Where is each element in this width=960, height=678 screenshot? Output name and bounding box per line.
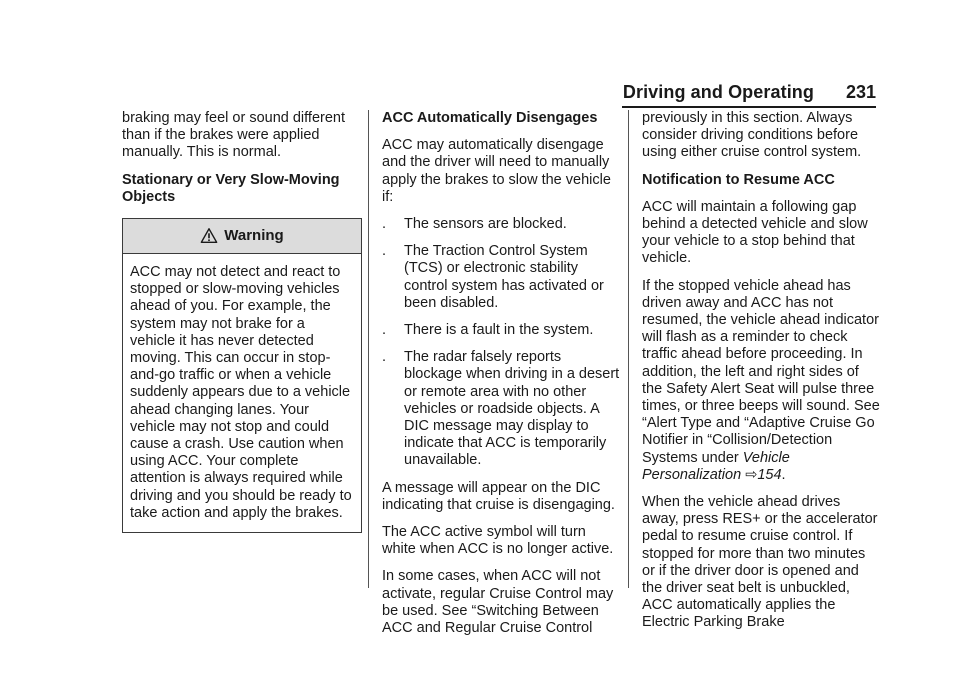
column-2	[382, 110, 622, 647]
column-3	[642, 110, 880, 642]
bullet-marker: .	[382, 216, 387, 233]
warning-triangle-icon	[200, 227, 218, 245]
paragraph-acc-symbol: The ACC active symbol will turn white when ACC is no longer active.	[382, 524, 614, 558]
paragraph-resume-instructions: When the vehicle ahead drives away, press RES+ or the accelerator pedal to resume cruise control. If stopped for more than two minutes or if the driver door is opened and the driver seat belt is unbuckled, ACC automatically applies the Electric Parking Brake	[642, 494, 878, 631]
list-item-text: There is a fault in the system.	[404, 322, 594, 339]
paragraph-continued: previously in this section. Always consider driving conditions before using either cruise control system.	[642, 110, 862, 161]
page-ref-arrow-icon: ⇨	[745, 466, 758, 483]
warning-box	[122, 218, 362, 533]
cross-reference-page[interactable]: 154	[757, 466, 782, 483]
bullet-marker: .	[382, 243, 387, 260]
list-item	[382, 322, 622, 339]
list-item	[382, 349, 622, 469]
warning-title: Warning	[224, 227, 284, 245]
warning-header	[123, 219, 361, 254]
bullet-marker: .	[382, 322, 387, 339]
disengage-conditions-list	[382, 216, 622, 470]
sentence-end: .	[781, 466, 786, 483]
header-rule	[622, 106, 876, 108]
subheading-stationary-objects: Stationary or Very Slow-Moving Objects	[122, 171, 340, 205]
page-number: 231	[845, 82, 876, 102]
subheading-acc-disengages: ACC Automatically Disengages	[382, 110, 598, 126]
paragraph-following-gap: ACC will maintain a following gap behind a detected vehicle and slow your vehicle to a stop behind that vehicle.	[642, 198, 868, 267]
continued-paragraph: braking may feel or sound different than if the brakes were applied manually. This is normal.	[122, 110, 346, 161]
column-1	[122, 110, 362, 533]
list-item-text: The sensors are blocked.	[404, 216, 567, 233]
list-item-text: The Traction Control System (TCS) or electronic stability control system has activated or been disabled.	[404, 243, 604, 311]
column-divider-1	[368, 110, 369, 588]
paragraph-regular-cruise: In some cases, when ACC will not activate, regular Cruise Control may be used. See “Switching Between ACC and Regular Cruise Control	[382, 568, 614, 637]
list-item	[382, 216, 622, 233]
paragraph-dic-message: A message will appear on the DIC indicating that cruise is disengaging.	[382, 479, 615, 513]
subheading-resume-acc: Notification to Resume ACC	[642, 171, 835, 188]
page-header	[0, 80, 876, 110]
list-item	[382, 243, 622, 312]
paragraph-disengage-intro: ACC may automatically disengage and the driver will need to manually apply the brakes to slow the vehicle if:	[382, 137, 611, 205]
column-divider-2	[628, 110, 629, 588]
paragraph-text: If the stopped vehicle ahead has driven away and ACC has not resumed, the vehicle ahead indicator will flash as a reminder to check traffic ahead before proceeding. In addition, the left and right sides of the Safety Alert Seat will pulse three times, or three beeps will sound. See “Alert Type and “Adaptive Cruise Go Notifier in “Collision/Detection Systems under	[642, 277, 880, 466]
cross-reference-link[interactable]: Vehicle Personalization	[642, 449, 790, 483]
section-title: Driving and Operating	[622, 82, 814, 102]
list-item-text: The radar falsely reports blockage when driving in a desert or remote area with no other vehicles or roadside objects. A DIC message may display to indicate that ACC is temporarily unavailable.	[404, 349, 620, 469]
paragraph-stopped-vehicle	[642, 278, 880, 484]
bullet-marker: .	[382, 349, 387, 366]
warning-text: ACC may not detect and react to stopped or slow-moving vehicles ahead of you. For example, the system may not brake for a vehicle it has never detected moving. This can occur in stop-and-go traffic or when a vehicle suddenly appears due to a vehicle ahead changing lanes. Your vehicle may not stop and could cause a crash. Use caution when using ACC. Your complete attention is always required while driving and you should be ready to take action and apply the brakes.	[130, 264, 352, 521]
